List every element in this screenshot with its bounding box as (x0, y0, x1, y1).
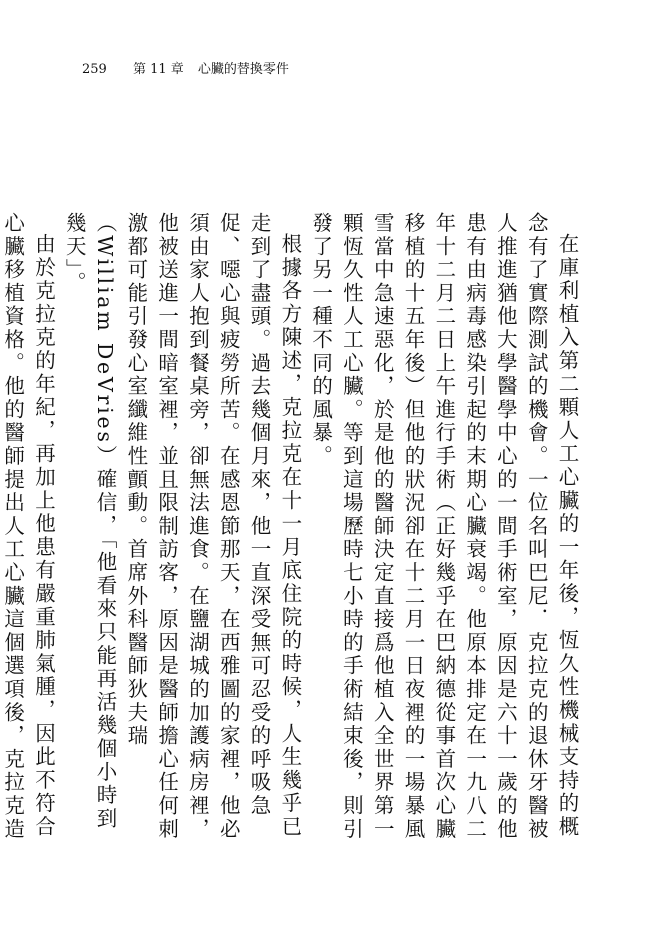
vertical-body-text (0, 212, 582, 852)
paragraph-3: 由於克拉克的年紀，再加上他患有嚴重肺氣腫，因此不符合心臟移植資格。他的醫師提出人工心臟這個選項後，克拉克造 (0, 212, 56, 842)
chapter-label: 第 11 章 (132, 62, 184, 77)
page-number: 259 (82, 62, 107, 77)
chapter-title: 心臟的替換零件 (197, 62, 289, 77)
running-header (82, 62, 289, 78)
paragraph-1-tail: 暴。 (308, 421, 333, 469)
paragraph-2: 根據各方陳述，克拉克在十一月底住院的時候，人生幾乎已走到了盡頭。過去幾個月來，他一直深受無可忍受的呼吸急促、噁心與疲勞所苦。在感恩節那天，在西雅圖的家裡，他必須由家人抱到餐桌旁，卻無法進食。在鹽湖城的加護病房裡，他被送進一間暗室裡，並且限制訪客，原因是醫師擔心任何刺激都可能引發心室纖維性顫動。首席外科醫師狄夫瑞（William DeVries）確信，「他看來只能再活幾個小時到幾天」。 (62, 212, 302, 842)
paragraph-1: 在庫利植入第二顆人工心臟的一年後，恆久性機械支持的概念有了實際測試的機會。一位名叫巴尼．克拉克的退休牙醫被人推進猶他大學醫學中心的一間手術室，原因是六十一歲的他患有由病毒感染引起的末期心臟衰竭。他原本排定在一九八二年十二月二日上午進行手術（正好幾乎在巴納德從事首次心臟移植的十五年後）但他的狀況卻在十二月一日夜裡的一場暴風雪當中急速惡化，於是他的醫師決定直接爲他植入全世界第一顆恆久性人工心臟。等到這場歷時七小時的手術結束後，則引發了另一種不同的風暴。 (308, 212, 579, 842)
